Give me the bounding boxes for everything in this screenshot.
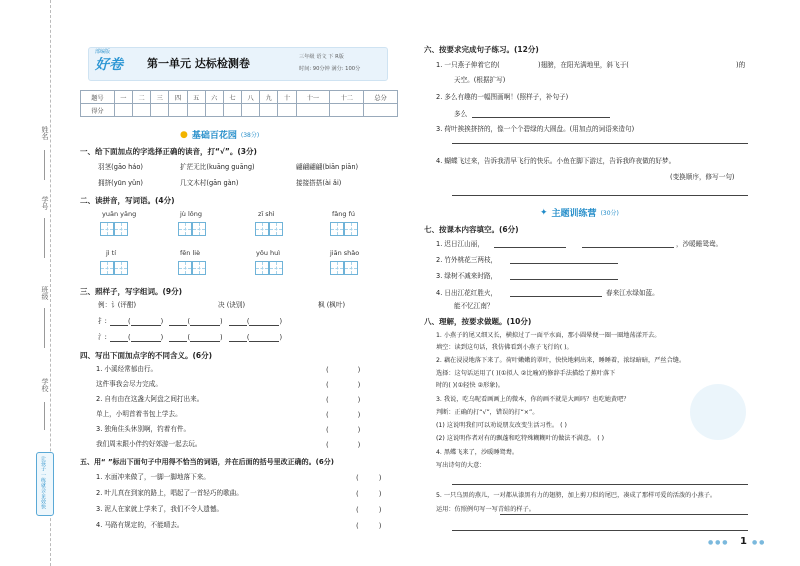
answer-blank[interactable] <box>510 256 618 264</box>
score-cell[interactable] <box>205 104 223 117</box>
q4-line: 这件事我会尽力完成。 <box>96 380 162 388</box>
answer-line[interactable] <box>500 514 748 515</box>
q3-row1-blanks[interactable]: ( ) ( ) ( ) <box>110 318 282 326</box>
answer-paren[interactable]: ( ) <box>356 506 382 514</box>
banner-title: 主题训练营 <box>551 209 597 219</box>
pinyin: jiān shǎo <box>330 249 360 257</box>
answer-paren[interactable]: ( ) <box>356 474 382 482</box>
score-cell[interactable] <box>223 104 241 117</box>
score-col: 一 <box>114 91 132 104</box>
answer-paren[interactable]: ( ) <box>326 426 361 434</box>
score-col: 十二 <box>330 91 364 104</box>
score-col: 总分 <box>364 91 398 104</box>
q6-line1a: 1. 一只燕子伸着它的( <box>436 61 500 69</box>
q6-line1c: )的 <box>736 61 746 69</box>
score-cell[interactable] <box>151 104 169 117</box>
q5-line: 1. 水面冲来做了，一脚一脚地落下来。 <box>96 473 210 481</box>
q7-title: 七、按课本内容填空。(6分) <box>424 225 519 234</box>
q8-line: 1. 小燕子的尾又细又长，横掠过了一面平水面，那小圆晕便一圈一圈地荡漾开去。 <box>436 332 661 339</box>
pinyin: fēn liè <box>180 249 201 257</box>
q8-line: 2. 藕在浸浸地落下来了。荷叶嫩嫩的翠叶，快快地刺出来，睡睡着，浓绿暗暗，严丝合缝。 <box>436 357 686 364</box>
binding-strip <box>38 0 74 566</box>
q1-item[interactable]: 接接搭搭(ài ǎi) <box>296 179 342 187</box>
score-col: 三 <box>151 91 169 104</box>
score-col: 七 <box>223 91 241 104</box>
score-cell[interactable] <box>278 104 296 117</box>
pinyin: jì tí <box>106 249 117 257</box>
promo-box <box>36 452 54 516</box>
watermark-badge <box>690 384 746 440</box>
q7-line1: 1. 迟日江山丽， <box>436 240 484 248</box>
name-label: 姓名 <box>41 126 49 140</box>
q8-line: 运用：仿照例句写一写青蛙的样子。 <box>436 506 535 513</box>
q4-title: 四、写出下面加点字的不同含义。(6分) <box>80 351 213 360</box>
q3-example3: 枫 (枫叶) <box>318 301 346 309</box>
score-row <box>81 104 398 117</box>
banner-score: (30分) <box>600 210 619 217</box>
q1-item[interactable]: 翩翩翩翩(biān piān) <box>296 163 359 171</box>
id-line <box>44 218 45 258</box>
score-cell[interactable] <box>132 104 150 117</box>
answer-line[interactable] <box>452 484 748 485</box>
q7-line1b: ，沙暖睡鸳鸯。 <box>676 240 723 248</box>
id-label: 学号 <box>41 196 49 210</box>
q3-row2-prefix: 氵: <box>98 333 107 341</box>
meta-line1: 三年级 语文 下 R版 <box>299 54 344 60</box>
page-dots-right: ● ● <box>752 539 765 546</box>
name-line <box>44 150 45 180</box>
q8-line: 填空：读到这句话，我仿佛看到小燕子飞行的( )。 <box>436 344 573 351</box>
q8-line: 5. 一只乌黑的燕儿，一对都从漆黑有力的翅膀，加上剪刀似的尾巴，凑成了那样可爱的活泼的小燕子。 <box>436 492 717 499</box>
page-dots: ● ● ● <box>708 539 728 546</box>
score-row-label: 得分 <box>81 104 115 117</box>
q3-example: 例：讠(评酣) <box>98 301 137 309</box>
q4-line: 我们周末跟小伴约好郊游一起去玩。 <box>96 440 202 448</box>
q1-item[interactable]: 几文木村(gān gàn) <box>180 179 239 187</box>
score-col: 二 <box>132 91 150 104</box>
writing-grid[interactable] <box>255 222 283 238</box>
score-col: 题号 <box>81 91 115 104</box>
score-cell[interactable] <box>169 104 187 117</box>
score-cell[interactable] <box>114 104 132 117</box>
q8-line: 写出诗句的大意： <box>436 462 486 469</box>
writing-grid[interactable] <box>100 222 128 238</box>
q1-item[interactable]: 拥挤(yūn yǔn) <box>98 179 143 187</box>
page-number: 1 <box>740 536 747 547</box>
meta-line2: 时间: 90分钟 满分: 100分 <box>299 66 361 72</box>
answer-paren[interactable]: ( ) <box>326 411 361 419</box>
answer-paren[interactable]: ( ) <box>326 396 361 404</box>
score-cell[interactable] <box>187 104 205 117</box>
q6-title: 六、按要求完成句子练习。(12分) <box>424 45 539 54</box>
q3-example2: 决 (诀别) <box>218 301 246 309</box>
answer-paren[interactable]: ( ) <box>356 490 382 498</box>
q6-line2: 2. 多么有趣的一幅图画啊！(照样子，补句子) <box>436 93 569 101</box>
brand-small: 部编版 <box>95 49 111 55</box>
pinyin: yōu huì <box>256 249 281 257</box>
score-cell[interactable] <box>242 104 260 117</box>
answer-blank[interactable] <box>582 240 674 248</box>
pinyin: yuān yāng <box>102 210 137 218</box>
score-col: 五 <box>187 91 205 104</box>
writing-grid[interactable] <box>255 261 283 277</box>
answer-paren[interactable]: ( ) <box>326 366 361 374</box>
score-cell[interactable] <box>260 104 278 117</box>
q6-line4b: (变换顺序，修写一句) <box>670 173 735 181</box>
score-header-row <box>81 91 398 104</box>
q7-line4b: 春来江水绿如蓝。 <box>606 289 659 297</box>
q4-line: 3. 独角住头休别啊，钓着有件。 <box>96 425 191 433</box>
q2-title: 二、读拼音，写词语。(4分) <box>80 196 175 205</box>
class-line <box>44 308 45 348</box>
q8-line: 时的( )(①轻快 ②形象)。 <box>436 382 504 389</box>
score-cell[interactable] <box>364 104 398 117</box>
score-col: 四 <box>169 91 187 104</box>
answer-paren[interactable]: ( ) <box>326 381 361 389</box>
answer-line[interactable] <box>452 530 748 531</box>
brand-logo: 好卷 <box>95 57 123 73</box>
answer-blank[interactable] <box>472 110 610 118</box>
answer-paren[interactable]: ( ) <box>356 522 382 530</box>
q7-line2: 2. 竹外桃花三两枝， <box>436 256 498 264</box>
banner-title: 基础百花园 <box>191 131 237 141</box>
pinyin: zī shì <box>258 210 275 218</box>
answer-line[interactable] <box>452 143 748 144</box>
writing-grid[interactable] <box>330 261 358 277</box>
score-col: 九 <box>260 91 278 104</box>
score-table <box>80 90 398 117</box>
q5-line: 2. 叶儿真在到家的路上，唱起了一首轻巧的歌曲。 <box>96 489 243 497</box>
score-col: 六 <box>205 91 223 104</box>
page-title: 第一单元 达标检测卷 <box>147 57 250 70</box>
school-line <box>44 402 45 430</box>
answer-blank[interactable] <box>510 289 602 297</box>
q6-line1b: )翅膀，在阳光满地里，斜飞于( <box>538 61 629 69</box>
q5-line: 4. 马路有规定的，不能晴去。 <box>96 521 184 529</box>
score-col: 八 <box>242 91 260 104</box>
q8-line: 4. 黑蝶飞来了，沙暖睡鸳鸯。 <box>436 449 519 456</box>
header <box>88 47 388 81</box>
q7-line4: 4. 日出江花红胜火， <box>436 289 498 297</box>
pinyin: fǎng fú <box>332 210 355 218</box>
q1-item[interactable]: 扩茫无比(kuāng guāng) <box>180 163 255 171</box>
q3-title: 三、照样子，写字组词。(9分) <box>80 287 183 296</box>
q5-title: 五、用“ ”标出下面句子中用得不恰当的词语，并在后面的括号里改正确的。(6分) <box>80 458 334 466</box>
q8-line: (2) 这说明作者对有的飘蓬和吃特殊糊糊叶的做法不满意。 ( ) <box>436 435 604 442</box>
class-label: 班级 <box>41 286 49 300</box>
score-cell[interactable] <box>296 104 330 117</box>
spark-icon: ✦ <box>540 207 548 218</box>
q7-line3: 3. 绿树不减来时路， <box>436 272 498 280</box>
q7-line5: 能不忆江南？ <box>454 302 494 310</box>
q3-row2-blanks[interactable]: ( ) ( ) ( ) <box>110 334 282 342</box>
writing-grid[interactable] <box>178 222 206 238</box>
q6-line1d: 天空。(根据扩写) <box>454 76 506 84</box>
answer-line[interactable] <box>452 195 748 196</box>
q6-line2b: 多么 <box>454 110 468 118</box>
score-cell[interactable] <box>330 104 364 117</box>
q4-line: 1. 小溪经常郁由行。 <box>96 365 158 373</box>
q8-title: 八、理解，按要求做题。(10分) <box>424 317 532 326</box>
school-label: 学校 <box>41 378 49 392</box>
q4-line: 单上，小明首着书包上学去。 <box>96 410 182 418</box>
q3-row1-prefix: 扌: <box>98 317 107 325</box>
q8-line: (1) 这说明我们可以劝说朋友改变生活习性。 ( ) <box>436 422 567 429</box>
score-col: 十 <box>278 91 296 104</box>
q4-line: 2. 自有由在这盏大阿盘之间打出来。 <box>96 395 204 403</box>
q8-line: 判断：正确的打“√”，错误的打“×”。 <box>436 409 539 416</box>
promo-text: 让孩子 一练就会·见效快 <box>40 456 46 510</box>
score-col: 十一 <box>296 91 330 104</box>
writing-grid[interactable] <box>178 261 206 277</box>
section-banner-theme <box>540 206 619 219</box>
writing-grid[interactable] <box>100 261 128 277</box>
pinyin: jù lǒng <box>180 210 203 218</box>
q1-item[interactable]: 羽茎(gāo háo) <box>98 163 143 171</box>
lightbulb-icon: ● <box>180 129 188 140</box>
q5-line: 3. 泥人在家就上学来了，我们不令人遗憾。 <box>96 505 224 513</box>
writing-grid[interactable] <box>330 222 358 238</box>
answer-paren[interactable]: ( ) <box>326 441 361 449</box>
q8-line: 选择：这句话运用了( )(①拟人 ②比喻)的修辞手法描绘了蕉叶落下 <box>436 370 616 377</box>
answer-blank[interactable] <box>494 240 566 248</box>
q6-line4: 4. 蝴蝶飞过来，告诉我清早飞行的快乐。小鱼在脚下游过，告诉我昨夜做的好梦。 <box>436 157 676 165</box>
q1-title: 一、给下面加点的字选择正确的读音，打“√”。(3分) <box>80 147 257 156</box>
section-banner-basics <box>180 128 259 141</box>
q6-line3: 3. 荷叶挨挨挤挤的，像一个个碧绿的大圆盘。(用加点的词语来造句) <box>436 125 635 133</box>
q8-line: 3. 我说，吃乌呢看画画上的微本，你的画不就是大画吗？也吃她黄吧？ <box>436 396 630 403</box>
banner-score: (38分) <box>240 132 260 139</box>
answer-blank[interactable] <box>510 272 618 280</box>
